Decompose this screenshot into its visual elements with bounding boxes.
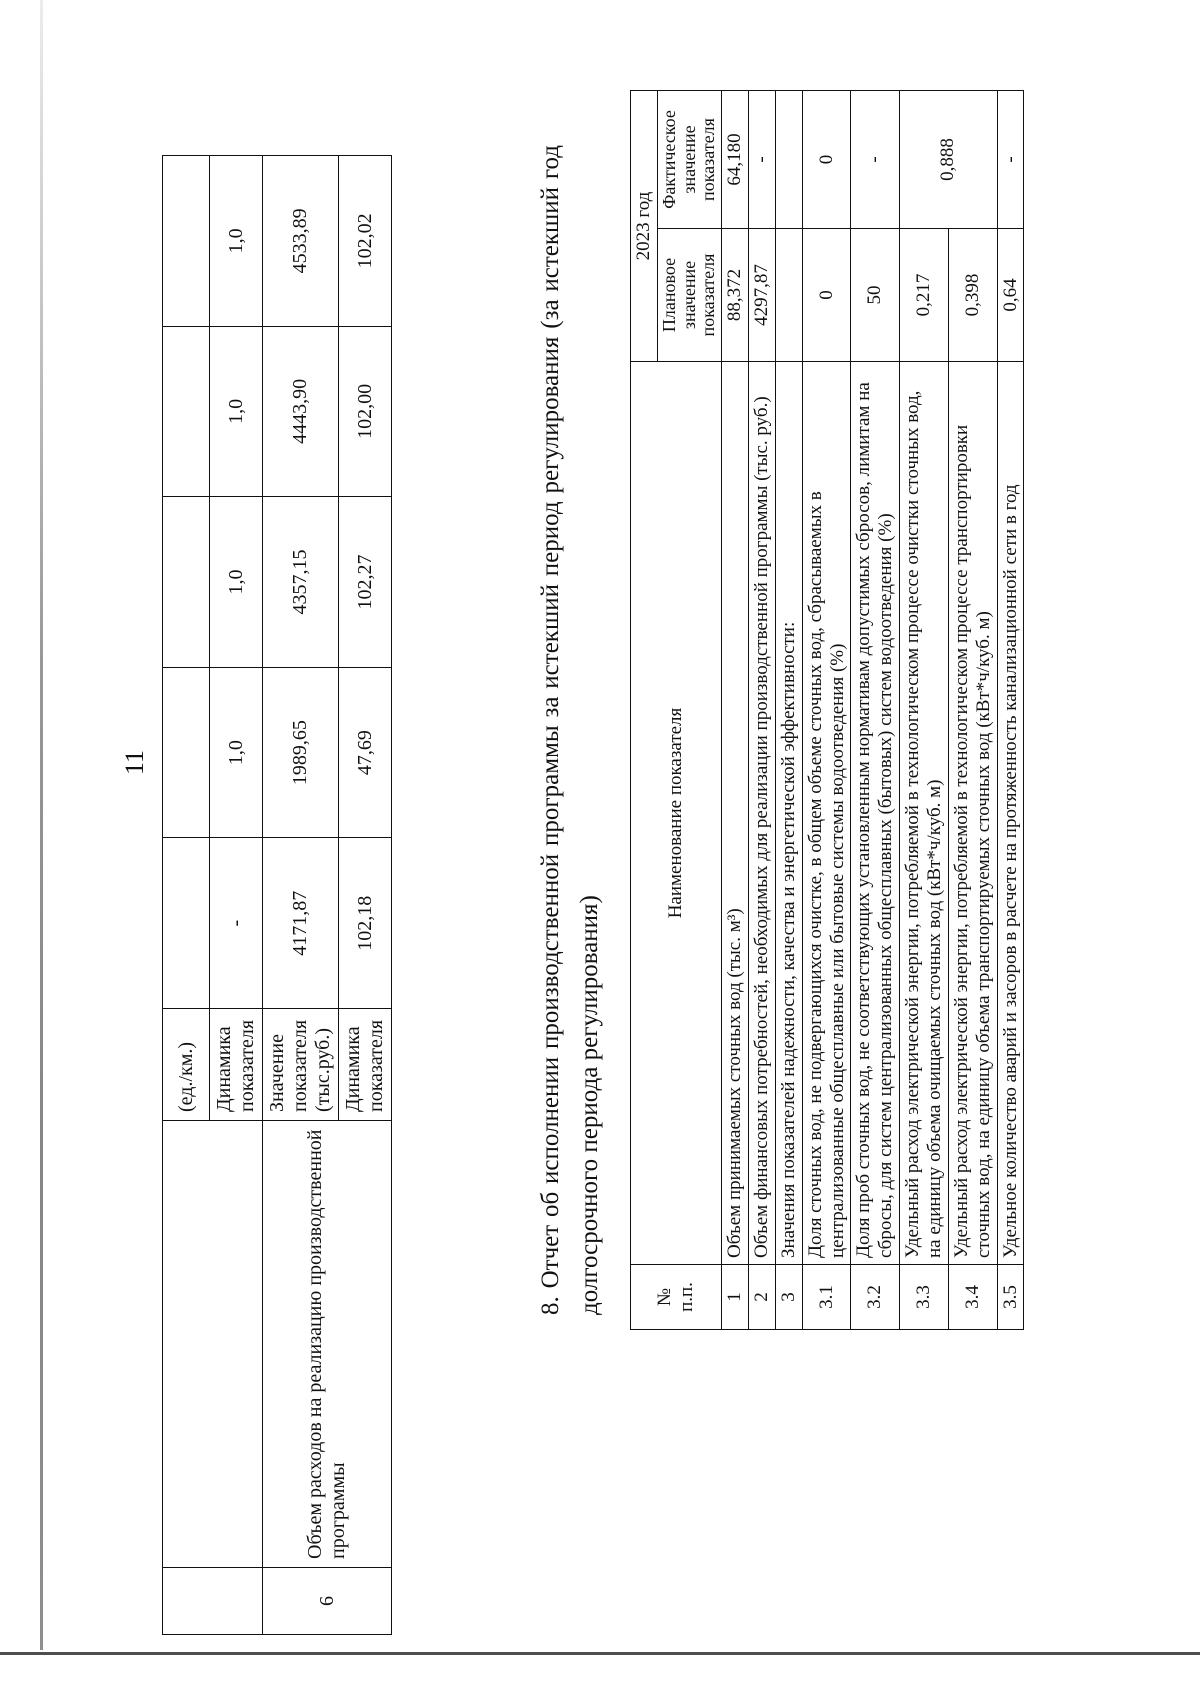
value-cell: 4357,15 <box>263 497 339 668</box>
header-year: 2023 год <box>631 91 658 362</box>
value-cell: 4533,89 <box>263 156 339 327</box>
table-row <box>900 91 949 1330</box>
fact-value: - <box>851 91 900 229</box>
unit-cell: Динамика показателя <box>339 1009 392 1121</box>
header-num: № п.п. <box>631 1265 722 1330</box>
fact-value: - <box>997 91 1024 229</box>
table-row <box>163 156 210 1635</box>
table-row <box>722 91 749 1330</box>
row-name: Удельное количество аварий и засоров в расчете на протяженность канализационной сети в год <box>997 362 1024 1265</box>
table-cell <box>163 1568 263 1635</box>
header-name: Наименование показателя <box>631 362 722 1265</box>
row-number: 3.2 <box>851 1265 900 1330</box>
row-name: Объем финансовых потребностей, необходимых для реализации производственной программы (тыс. руб.) <box>749 362 776 1265</box>
table-row <box>997 91 1024 1330</box>
table-row <box>775 91 802 1330</box>
value-cell: 1,0 <box>210 497 263 668</box>
value-cell: 102,02 <box>339 156 392 327</box>
value-cell: 102,27 <box>339 497 392 668</box>
fact-value: 0,888 <box>900 91 997 229</box>
row-name: Удельный расход электрической энергии, потребляемой в технологическом процессе очистки сточных вод, на единицу объема очищаемых сточных вод (кВт*ч/куб. м) <box>900 362 949 1265</box>
value-cell: 1,0 <box>210 156 263 327</box>
row-number: 3.1 <box>802 1265 851 1330</box>
row-name: Объем принимаемых сточных вод (тыс. м³) <box>722 362 749 1265</box>
fact-value: - <box>749 91 776 229</box>
table-row <box>948 91 997 1330</box>
header-fact: Фактическое значение показателя <box>657 91 721 229</box>
table-cell <box>163 1121 263 1568</box>
unit-cell: Динамика показателя <box>210 1009 263 1121</box>
report-table <box>630 90 1024 1330</box>
value-cell <box>163 326 210 497</box>
table-row <box>749 91 776 1330</box>
row-number: 3.3 <box>900 1265 949 1330</box>
value-cell: 4171,87 <box>263 838 339 1009</box>
value-cell <box>163 667 210 838</box>
value-cell: 47,69 <box>339 667 392 838</box>
value-cell: 1,0 <box>210 667 263 838</box>
plan-value: 0,217 <box>900 229 949 362</box>
row-number: 2 <box>749 1265 776 1330</box>
value-cell: - <box>210 838 263 1009</box>
fact-value <box>775 91 802 229</box>
value-cell: 4443,90 <box>263 326 339 497</box>
fact-value: 64,180 <box>722 91 749 229</box>
plan-value: 0 <box>802 229 851 362</box>
value-cell: 1,0 <box>210 326 263 497</box>
table-row <box>802 91 851 1330</box>
row-name: Объем расходов на реализацию производственной программы <box>263 1121 392 1568</box>
fact-value: 0 <box>802 91 851 229</box>
plan-value: 88,372 <box>722 229 749 362</box>
row-name: Удельный расход электрической энергии, потребляемой в технологическом процессе транспортировки сточных вод, на единицу объема транспортируемых сточных вод (кВт*ч/куб. м) <box>948 362 997 1265</box>
header-row <box>631 91 658 1330</box>
row-number: 1 <box>722 1265 749 1330</box>
plan-value: 0,64 <box>997 229 1024 362</box>
row-name: Значения показателей надежности, качества и энергетической эффективности: <box>775 362 802 1265</box>
row-number: 3.4 <box>948 1265 997 1330</box>
page-number: 11 <box>120 749 149 775</box>
row-number: 3.5 <box>997 1265 1024 1330</box>
value-cell <box>163 497 210 668</box>
plan-value: 0,398 <box>948 229 997 362</box>
scan-edge-bottom <box>0 1652 1200 1655</box>
plan-value <box>775 229 802 362</box>
plan-value: 4297,87 <box>749 229 776 362</box>
row-number: 3 <box>775 1265 802 1330</box>
row-name: Доля проб сточных вод, не соответствующих установленным нормативам допустимых сбросов, лимитам на сбросы, для систем централизованных общесплавных (бытовых) систем водоотведения (%) <box>851 362 900 1265</box>
value-cell: 1989,65 <box>263 667 339 838</box>
top-table <box>162 155 392 1635</box>
value-cell <box>163 838 210 1009</box>
scan-edge-left <box>40 0 43 1650</box>
plan-value: 50 <box>851 229 900 362</box>
table-row <box>263 156 339 1635</box>
value-cell: 102,00 <box>339 326 392 497</box>
table-row <box>851 91 900 1330</box>
unit-cell: Значение показателя (тыс.руб.) <box>263 1009 339 1121</box>
value-cell: 102,18 <box>339 838 392 1009</box>
section-title: 8. Отчет об исполнении производственной программы за истекший период регулирования (за истекший год долгосрочного периода регулирования) <box>537 145 603 1315</box>
row-number: 6 <box>263 1568 392 1635</box>
rotated-document-page <box>70 75 1110 1635</box>
header-plan: Плановое значение показателя <box>657 229 721 362</box>
row-name: Доля сточных вод, не подвергающихся очистке, в общем объеме сточных вод, сбрасываемых в централизованные общесплавные или бытовые системы водоотведения (%) <box>802 362 851 1265</box>
value-cell <box>163 156 210 327</box>
unit-cell: (ед./км.) <box>163 1009 210 1121</box>
